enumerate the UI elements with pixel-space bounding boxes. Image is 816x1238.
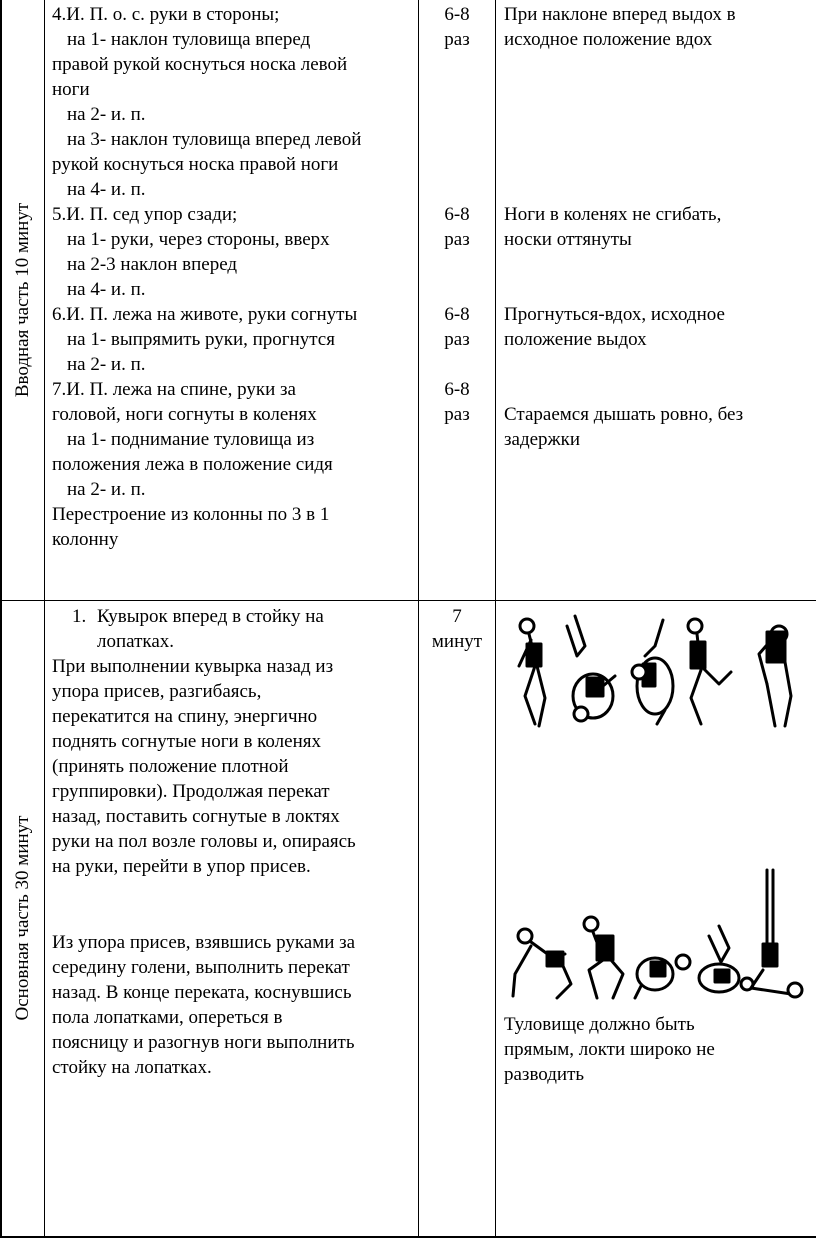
backward-roll-illustration (505, 606, 805, 734)
description-line: группировки). Продолжая перекат (52, 781, 330, 802)
note-line: носки оттянуты (504, 229, 632, 250)
exercise-line: на 3- наклон туловища вперед левой (67, 129, 362, 150)
dose-value: 7 (452, 606, 462, 627)
shoulder-stand-illustration (505, 866, 805, 1006)
figure-5 (759, 626, 791, 726)
exercise-line: положения лежа в положение сидя (52, 454, 333, 475)
description-line: середину голени, выполнить перекат (52, 957, 350, 978)
note-line: Прогнуться-вдох, исходное (504, 304, 725, 325)
dose-value: 6-8 (444, 304, 470, 325)
description-line: пола лопатками, опереться в (52, 1007, 283, 1028)
exercise-line: на 2-3 наклон вперед (67, 254, 238, 275)
section-label-main: Основная часть 30 минут (12, 815, 33, 1021)
exercise-line: на 2- и. п. (67, 479, 146, 500)
note-line: прямым, локти широко не (504, 1039, 715, 1060)
exercise-line: 5.И. П. сед упор сзади; (52, 204, 238, 225)
dose-unit: минут (431, 631, 483, 652)
table-row-divider (0, 600, 816, 601)
exercise-line: на 1- выпрямить руки, прогнутся (67, 329, 335, 350)
figure-3 (635, 955, 690, 998)
figure-1 (519, 619, 545, 726)
note-line: Стараемся дышать ровно, без (504, 404, 744, 425)
exercise-line: на 1- руки, через стороны, вверх (67, 229, 330, 250)
note-line: исходное положение вдох (504, 29, 713, 50)
description-line: стойку на лопатках. (52, 1057, 212, 1078)
note-line: задержки (504, 429, 581, 450)
note-line: разводить (504, 1064, 585, 1085)
description-line: руки на пол возле головы и, опираясь (52, 831, 356, 852)
exercise-line: 4.И. П. о. с. руки в стороны; (52, 4, 280, 25)
figure-4 (688, 619, 731, 724)
exercise-line: на 1- наклон туловища вперед (67, 29, 311, 50)
exercise-line: на 4- и. п. (67, 179, 146, 200)
exercise-title-line: Кувырок вперед в стойку на (97, 606, 324, 627)
figure-1 (513, 929, 571, 998)
table-divider-col3 (495, 0, 496, 1238)
exercise-line: ноги (52, 79, 90, 100)
description-line: назад, поставить согнутые в локтях (52, 806, 340, 827)
description-line: перекатится на спину, энергично (52, 706, 318, 727)
dose-unit: раз (444, 229, 470, 250)
exercise-line: на 4- и. п. (67, 279, 146, 300)
exercise-line: рукой коснуться носка правой ноги (52, 154, 339, 175)
note-line: При наклоне вперед выдох в (504, 4, 736, 25)
section-label-intro: Вводная часть 10 минут (12, 202, 33, 398)
exercise-line: 7.И. П. лежа на спине, руки за (52, 379, 296, 400)
description-line: (принять положение плотной (52, 756, 289, 777)
figure-4 (699, 926, 753, 992)
table-border-left (0, 0, 2, 1238)
exercise-line: головой, ноги согнуты в коленях (52, 404, 317, 425)
description-line: на руки, перейти в упор присев. (52, 856, 311, 877)
figure-3 (632, 620, 673, 724)
dose-value: 6-8 (444, 204, 470, 225)
figure-2 (584, 917, 623, 998)
figure-2 (567, 616, 615, 721)
dose-unit: раз (444, 329, 470, 350)
dose-value: 6-8 (444, 379, 470, 400)
list-number: 1. (72, 606, 87, 627)
exercise-line: колонну (52, 529, 119, 550)
note-line: положение выдох (504, 329, 647, 350)
exercise-line: Перестроение из колонны по 3 в 1 (52, 504, 330, 525)
description-line: Из упора присев, взявшись руками за (52, 932, 356, 953)
exercise-line: на 2- и. п. (67, 354, 146, 375)
figure-5 (751, 870, 802, 997)
description-line: поднять согнутые ноги в коленях (52, 731, 321, 752)
dose-unit: раз (444, 29, 470, 50)
dose-value: 6-8 (444, 4, 470, 25)
table-divider-col1 (44, 0, 45, 1238)
exercise-line: на 2- и. п. (67, 104, 146, 125)
description-line: поясницу и разогнув ноги выполнить (52, 1032, 355, 1053)
note-line: Ноги в коленях не сгибать, (504, 204, 722, 225)
exercise-line: 6.И. П. лежа на животе, руки согнуты (52, 304, 358, 325)
exercise-line: на 1- поднимание туловища из (67, 429, 315, 450)
description-line: упора присев, разгибаясь, (52, 681, 262, 702)
note-line: Туловище должно быть (504, 1014, 695, 1035)
description-line: назад. В конце переката, коснувшись (52, 982, 352, 1003)
exercise-title-line: лопатках. (97, 631, 175, 652)
description-line: При выполнении кувырка назад из (52, 656, 334, 677)
exercise-line: правой рукой коснуться носка левой (52, 54, 348, 75)
dose-unit: раз (444, 404, 470, 425)
